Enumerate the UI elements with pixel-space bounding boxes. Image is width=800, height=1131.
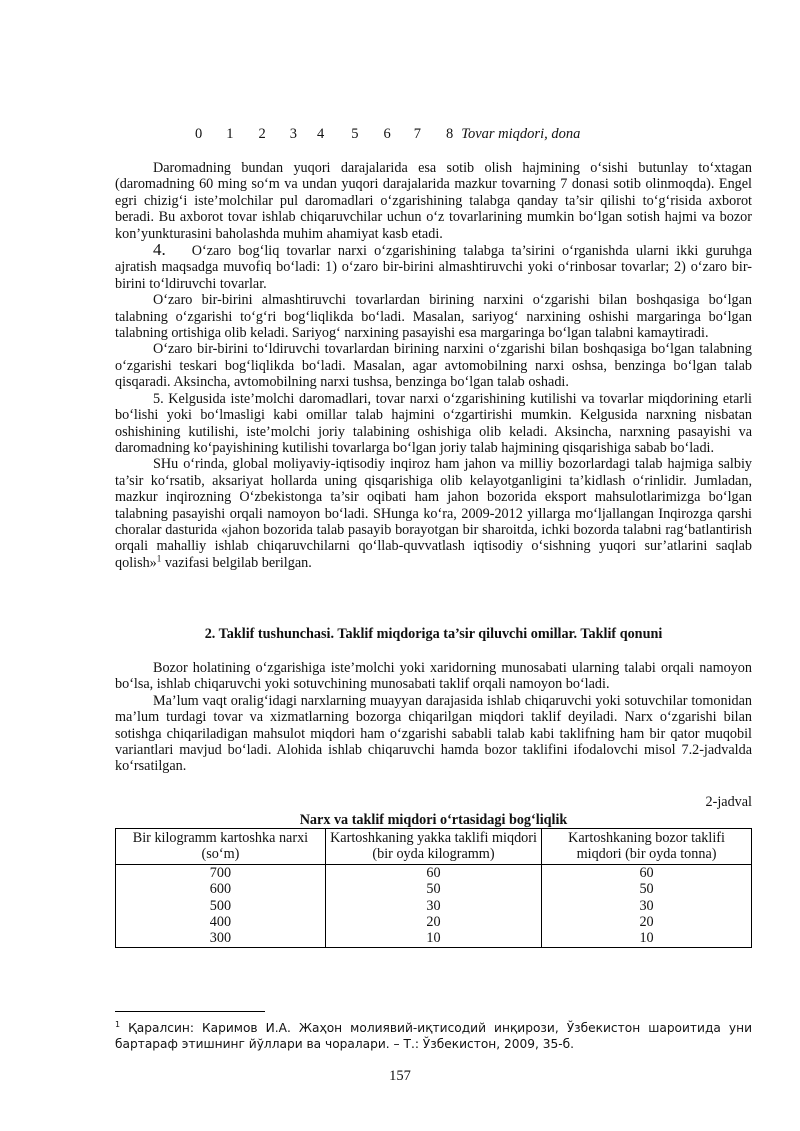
paragraph (115, 242, 752, 292)
table-cell: 20 (542, 914, 752, 930)
data-table (115, 828, 752, 948)
table-cell: 30 (542, 898, 752, 914)
paragraph: Daromadning bundan yuqori darajalarida esa sotib olish hajmining o‘sishi butunlay to‘xtagan (daromadning 60 ming so‘m va undan yuqori darajalarida mazkur tovarning 7 donasi sotib olinmoqda). Engel egri chizig‘i iste’molchilar pul daromadlari o‘zgarishining talabga qanday ta’sir qilishi to‘g‘risida axborot beradi. Bu axborot tovar ishlab chiqaruvchilar uchun o‘z tovarlarining mumkin bo‘lgan sotish hajmi va bozor kon’yunkturasini baholashda muhim ahamiyat kasb etadi. (115, 160, 752, 242)
paragraph: O‘zaro bir-birini almashtiruvchi tovarlardan birining narxini o‘zgarishi bilan boshqasiga bo‘lgan talabning o‘zgarishi to‘g‘ri bog‘liqlikda bo‘ladi. Masalan, sariyog‘ narxining oshishi margaringa bo‘lgan talabning ortishiga olib keladi. Sariyog‘ narxining pasayishi esa margaringa bo‘lgan talabni kamaytiradi. (115, 292, 752, 342)
footnote-text: Қаралсин: Каримов И.А. Жаҳон молиявий-иқтисодий инқирози, Ўзбекистон шароитида уни бартараф этишнинг йўллари ва чоралари. – Т.: Ўзбекистон, 2009, 35-б. (115, 1021, 752, 1051)
table-row (116, 864, 752, 881)
table-cell: 600 (116, 881, 326, 897)
paragraph-text: SHu o‘rinda, global moliyaviy-iqtisodiy inqiroz ham jahon va milliy bozorlardagi talab hajmiga salbiy ta’sir ko‘rsatib, aksariyat hollarda uning qisqarishiga olib kelayotganligini ta’kidlash o‘rinlidir. Jumladan, mazkur inqirozning O‘zbekistonga ta’sir oqibati ham jahon bozorida eksport mahsulotlarimizga bo‘lgan talabning pasayishi orqali namoyon bo‘ladi. SHunga ko‘ra, 2009-2012 yillarga mo‘ljallangan Inqirozga qarshi choralar dasturida «jahon bozorida talab pasayib borayotgan bir sharoitda, ichki bozorda talabni rag‘batlantirish orqali mahalliy ishlab chiqaruvchilarni qo‘llab-quvvatlash iqtisodiy o‘sishning yuqori sur’atlarini saqlab qolish» (115, 456, 752, 571)
paragraph-text: vazifasi belgilab berilgan. (161, 554, 312, 571)
table-cell: 10 (325, 930, 541, 947)
paragraph (115, 456, 752, 571)
table-cell: 500 (116, 898, 326, 914)
table-label: 2-jadval (705, 794, 752, 810)
axis-tick-label: 4 (317, 126, 325, 142)
axis-tick-label: 8 (446, 126, 454, 142)
table-cell: 10 (542, 930, 752, 947)
table-row (116, 930, 752, 947)
table-row (116, 881, 752, 897)
table-cell: 60 (325, 864, 541, 881)
table-cell: 300 (116, 930, 326, 947)
axis-tick-label: 6 (383, 126, 391, 142)
column-header: Kartoshkaning yakka taklifi miqdori (bir oyda kilogramm) (325, 829, 541, 865)
table-cell: 50 (542, 881, 752, 897)
body-text-block-1 (115, 160, 752, 571)
axis-tick-label: 2 (258, 126, 266, 142)
axis-tick-label: 0 (195, 126, 203, 142)
table-cell: 50 (325, 881, 541, 897)
table-cell: 30 (325, 898, 541, 914)
paragraph: Ma’lum vaqt oralig‘idagi narxlarning muayyan darajasida ishlab chiqaruvchi yoki sotuvchilar tomonidan ma’lum turdagi tovar va xizmatlarning bozorga chiqarilgan miqdori taklif deyiladi. Narx o‘zgarishi bilan sotishga chiqariladigan mahsulot miqdori ham o‘zgarishi sababli talab kabi taklifning ham bir qator muqobil variantlari mavjud bo‘ladi. Alohida ishlab chiqaruvchi hamda bozor taklifini ifodalovchi misol 7.2-jadvalda ko‘rsatilgan. (115, 692, 752, 775)
axis-tick-label: 1 (226, 126, 234, 142)
axis-tick-label: 5 (351, 126, 359, 142)
table-header-row (116, 829, 752, 865)
paragraph-text: O‘zaro bog‘liq tovarlar narxi o‘zgarishining talabga ta’sirini o‘rganishda ularni ikki guruhga ajratish maqsadga muvofiq bo‘ladi: 1) o‘zaro bir-birini almashtiruvchi yoki o‘rinbosar tovarlar; 2) o‘zaro bir-birini to‘ldiruvchi tovarlar. (115, 243, 752, 292)
column-header: Bir kilogramm kartoshka narxi (so‘m) (116, 829, 326, 865)
paragraph: O‘zaro bir-birini to‘ldiruvchi tovarlardan birining narxini o‘zgarishi bilan boshqasiga bo‘lgan talabning o‘zgarishi teskari bog‘liqlikda bo‘ladi. Masalan, agar avtomobilning narxi oshsa, benzinga bo‘lgan talab qisqaradi. Aksincha, avtomobilning narxi tushsa, benzinga bo‘lgan talab oshadi. (115, 341, 752, 391)
axis-tick-label: 3 (289, 126, 297, 142)
axis-tick-label: 7 (413, 126, 421, 142)
table-row (116, 898, 752, 914)
table-cell: 60 (542, 864, 752, 881)
footnote-mark: 1 (115, 1019, 121, 1029)
footnote (115, 1020, 752, 1052)
table-cell: 400 (116, 914, 326, 930)
axis-title: Tovar miqdori, dona (461, 126, 581, 142)
section-heading: 2. Taklif tushunchasi. Taklif miqdoriga ta’sir qiluvchi omillar. Taklif qonuni (204, 626, 663, 642)
column-header: Kartoshkaning bozor taklifi miqdori (bir oyda tonna) (542, 829, 752, 865)
table-row (116, 914, 752, 930)
paragraph: 5. Kelgusida iste’molchi daromadlari, tovar narxi o‘zgarishining kutilishi va tovarlar miqdorining etarli bo‘lishi yoki bo‘lmasligi kabi omillar talab hajmini o‘zgartirishi mumkin. Kelgusida narxning nisbatan oshishining kutilishi, iste’molchi joriy talabining oshishiga olib keladi. Aksincha, narxning pasayishi va daromadning ko‘payishining kutilishi tovarlarga bo‘lgan joriy talab hajmining qisqarishiga sabab bo‘ladi. (115, 390, 752, 456)
table-caption: Narx va taklif miqdori o‘rtasidagi bog‘liqlik (299, 812, 568, 828)
paragraph: Bozor holatining o‘zgarishiga iste’molchi yoki xaridorning munosabati ularning talabi orqali namoyon bo‘lsa, ishlab chiqaruvchi yoki sotuvchining munosabati taklif orqali namoyon bo‘ladi. (115, 660, 752, 693)
table-cell: 700 (116, 864, 326, 881)
footnote-divider (115, 1011, 265, 1012)
body-text-block-2 (115, 660, 752, 775)
list-number: 4. (153, 240, 166, 260)
footnote-ref[interactable]: 1 (156, 553, 162, 564)
chart-x-axis-labels (195, 126, 580, 143)
page-number: 157 (389, 1068, 411, 1084)
table-cell: 20 (325, 914, 541, 930)
